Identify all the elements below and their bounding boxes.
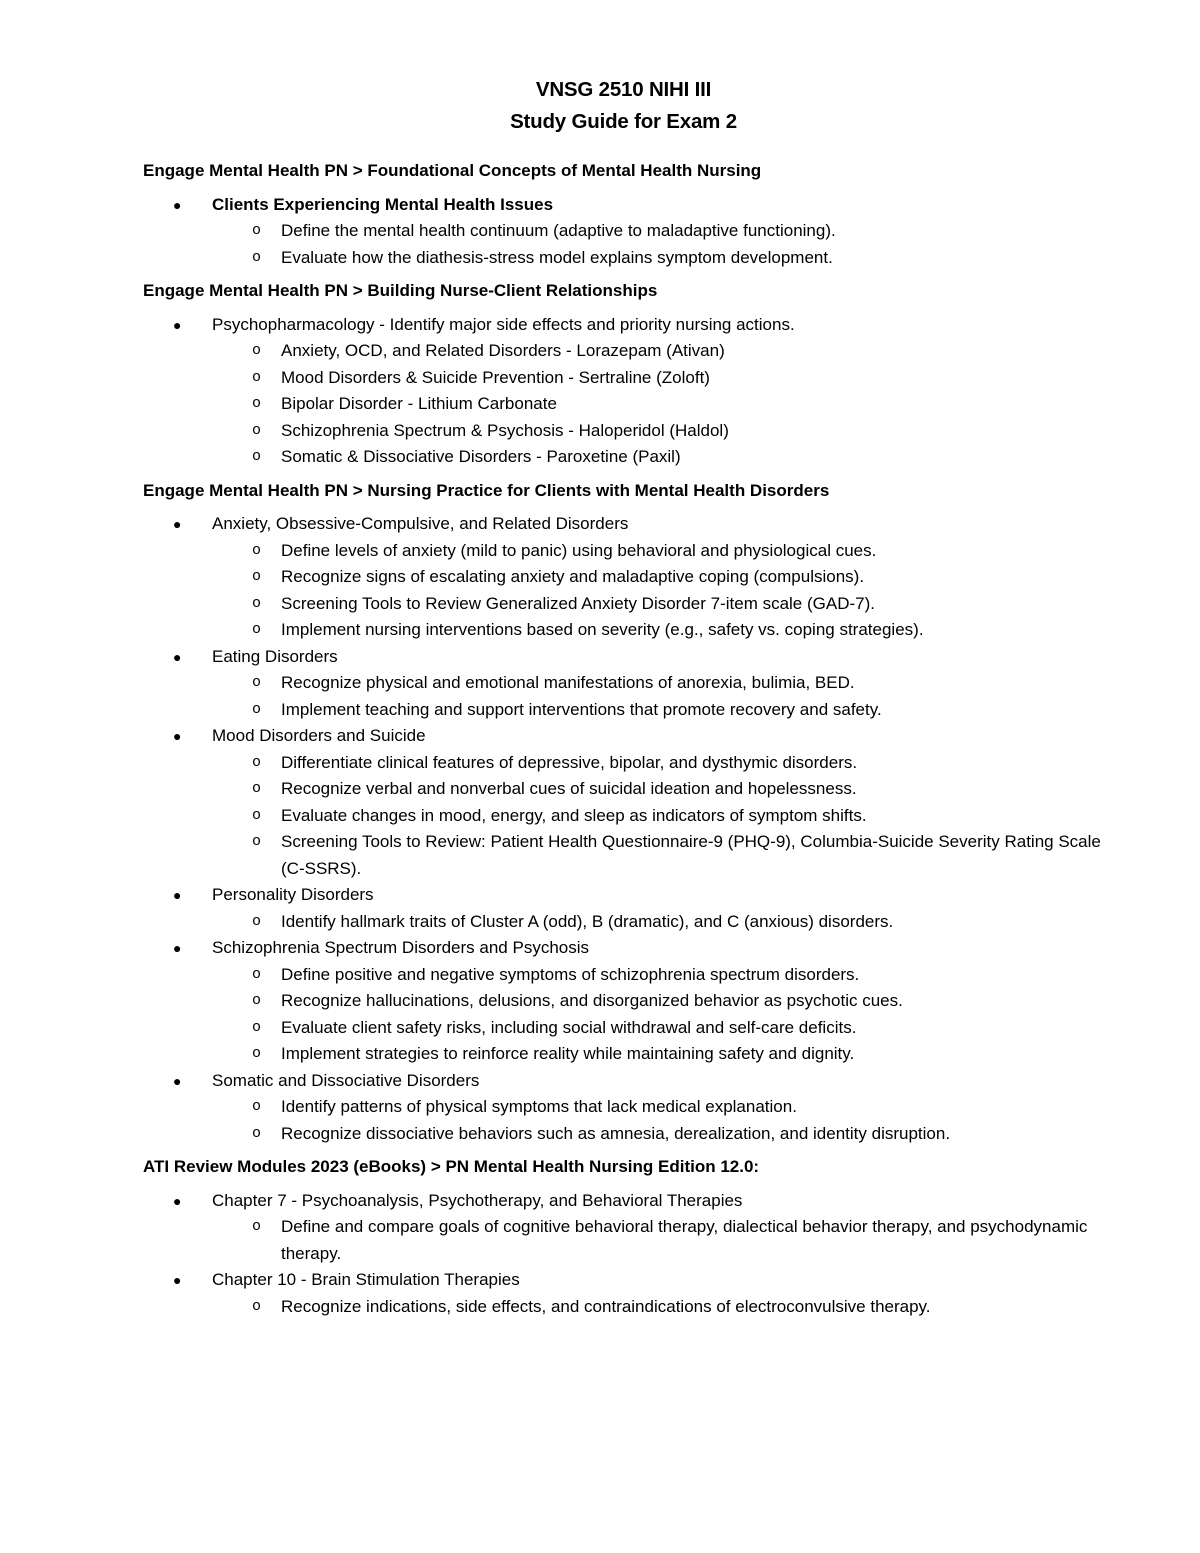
subtopic-item: [212, 829, 1104, 882]
subtopic-text: Screening Tools to Review: Patient Health Questionnaire-9 (PHQ-9), Columbia-Suicide Severity Rating Scale (C-SSRS).: [281, 832, 1101, 878]
subtopic-item: [212, 444, 1104, 471]
subtopic-text: Evaluate client safety risks, including social withdrawal and self-care deficits.: [281, 1017, 857, 1037]
topic-label: Schizophrenia Spectrum Disorders and Psychosis: [212, 938, 590, 957]
page-title: Study Guide for Exam 2: [510, 110, 737, 133]
subtopic-text: Recognize physical and emotional manifestations of anorexia, bulimia, BED.: [281, 673, 855, 692]
subtopic-text: Anxiety, OCD, and Related Disorders - Lorazepam (Ativan): [281, 341, 725, 360]
bullet-icon: ●: [173, 1272, 182, 1288]
topic-label: Clients Experiencing Mental Health Issues: [212, 194, 554, 214]
bullet-icon: ●: [173, 887, 182, 903]
subtopic-item: [212, 245, 1104, 272]
topic-list: [143, 312, 1104, 471]
hollow-bullet-icon: o: [252, 700, 262, 718]
subtopic-text: Evaluate changes in mood, energy, and sleep as indicators of symptom shifts.: [281, 805, 867, 825]
subtopic-item: [212, 564, 1104, 591]
section-heading: Engage Mental Health PN > Building Nurse-Client Relationships: [143, 281, 658, 300]
section-heading: ATI Review Modules 2023 (eBooks) > PN Mental Health Nursing Edition 12.0:: [143, 1157, 760, 1176]
subtopic-item: [212, 697, 1104, 724]
hollow-bullet-icon: o: [252, 248, 262, 266]
topic-list: [143, 511, 1104, 1147]
subtopic-text: Define positive and negative symptoms of schizophrenia spectrum disorders.: [281, 964, 860, 984]
subtopic-text: Somatic & Dissociative Disorders - Paroxetine (Paxil): [281, 447, 681, 466]
subtopic-item: [212, 1294, 1104, 1321]
subtopic-text: Recognize signs of escalating anxiety and maladaptive coping (compulsions).: [281, 567, 865, 586]
subtopic-text: Recognize verbal and nonverbal cues of suicidal ideation and hopelessness.: [281, 779, 857, 798]
topic-label: Anxiety, Obsessive-Compulsive, and Related Disorders: [212, 514, 629, 533]
study-guide-body: [143, 158, 1104, 1320]
hollow-bullet-icon: o: [252, 421, 262, 439]
hollow-bullet-icon: o: [252, 806, 262, 824]
hollow-bullet-icon: o: [252, 833, 262, 850]
subtopic-list: [212, 909, 1104, 936]
bullet-icon: ●: [173, 516, 182, 532]
subtopic-item: [212, 1121, 1104, 1148]
subtopic-text: Differentiate clinical features of depressive, bipolar, and dysthymic disorders.: [281, 752, 858, 772]
hollow-bullet-icon: o: [252, 621, 262, 638]
subtopic-list: [212, 338, 1104, 471]
subtopic-text: Define the mental health continuum (adaptive to maladaptive functioning).: [281, 221, 836, 240]
course-title: VNSG 2510 NIHI III: [535, 78, 712, 101]
section-heading: Engage Mental Health PN > Nursing Practice for Clients with Mental Health Disorders: [143, 480, 830, 500]
hollow-bullet-icon: o: [252, 368, 262, 386]
subtopic-item: [212, 391, 1104, 418]
subtopic-text: Define levels of anxiety (mild to panic) using behavioral and physiological cues.: [281, 540, 877, 560]
subtopic-item: [212, 803, 1104, 830]
topic-label: Somatic and Dissociative Disorders: [212, 1070, 480, 1090]
subtopic-list: [212, 1214, 1104, 1267]
topic-list: [143, 192, 1104, 272]
subtopic-item: [212, 365, 1104, 392]
subtopic-item: [212, 1214, 1104, 1267]
subtopic-list: [212, 218, 1104, 271]
topic-item: [143, 882, 1104, 935]
topic-label: Mood Disorders and Suicide: [212, 726, 426, 745]
subtopic-item: [212, 670, 1104, 697]
topic-item: [143, 935, 1104, 1068]
subtopic-text: Implement nursing interventions based on severity (e.g., safety vs. coping strategies).: [281, 620, 924, 639]
subtopic-item: [212, 617, 1104, 644]
subtopic-item: [212, 909, 1104, 936]
subtopic-text: Mood Disorders & Suicide Prevention - Sertraline (Zoloft): [281, 367, 710, 387]
subtopic-item: [212, 1094, 1104, 1121]
topic-item: [143, 644, 1104, 724]
hollow-bullet-icon: o: [252, 568, 262, 585]
subtopic-list: [212, 1294, 1104, 1321]
subtopic-text: Screening Tools to Review Generalized Anxiety Disorder 7-item scale (GAD-7).: [281, 593, 875, 613]
subtopic-text: Schizophrenia Spectrum & Psychosis - Haloperidol (Haldol): [281, 420, 729, 440]
topic-item: [143, 1188, 1104, 1268]
hollow-bullet-icon: o: [252, 965, 262, 983]
subtopic-list: [212, 962, 1104, 1068]
subtopic-text: Evaluate how the diathesis-stress model explains symptom development.: [281, 247, 833, 267]
hollow-bullet-icon: o: [252, 780, 262, 797]
subtopic-item: [212, 418, 1104, 445]
hollow-bullet-icon: o: [252, 753, 262, 771]
subtopic-text: Implement strategies to reinforce reality while maintaining safety and dignity.: [281, 1044, 855, 1063]
subtopic-text: Recognize dissociative behaviors such as amnesia, derealization, and identity disruption.: [281, 1123, 951, 1143]
topic-item: [143, 192, 1104, 272]
subtopic-item: [212, 962, 1104, 989]
hollow-bullet-icon: o: [252, 1045, 262, 1062]
subtopic-text: Bipolar Disorder - Lithium Carbonate: [281, 394, 557, 413]
hollow-bullet-icon: o: [252, 395, 262, 412]
bullet-icon: ●: [173, 728, 182, 744]
subtopic-item: [212, 988, 1104, 1015]
subtopic-list: [212, 670, 1104, 723]
subtopic-text: Recognize hallucinations, delusions, and disorganized behavior as psychotic cues.: [281, 991, 903, 1010]
subtopic-list: [212, 750, 1104, 883]
hollow-bullet-icon: o: [252, 912, 262, 930]
subtopic-list: [212, 538, 1104, 644]
bullet-icon: ●: [173, 316, 182, 333]
bullet-icon: ●: [173, 940, 182, 956]
section-heading: Engage Mental Health PN > Foundational Concepts of Mental Health Nursing: [143, 161, 762, 180]
hollow-bullet-icon: o: [252, 992, 262, 1009]
bullet-icon: ●: [173, 1192, 182, 1209]
hollow-bullet-icon: o: [252, 594, 262, 612]
topic-item: [143, 312, 1104, 471]
subtopic-item: [212, 338, 1104, 365]
hollow-bullet-icon: o: [252, 222, 262, 239]
subtopic-item: [212, 776, 1104, 803]
hollow-bullet-icon: o: [252, 674, 262, 691]
topic-label: Personality Disorders: [212, 885, 374, 904]
topic-list: [143, 1188, 1104, 1321]
subtopic-text: Implement teaching and support interventions that promote recovery and safety.: [281, 699, 882, 719]
topic-item: [143, 511, 1104, 644]
subtopic-text: Recognize indications, side effects, and contraindications of electroconvulsive therapy.: [281, 1296, 931, 1316]
subtopic-item: [212, 1041, 1104, 1068]
hollow-bullet-icon: o: [252, 342, 262, 359]
hollow-bullet-icon: o: [252, 1218, 262, 1235]
subtopic-text: Identify hallmark traits of Cluster A (odd), B (dramatic), and C (anxious) disorders.: [281, 911, 894, 931]
bullet-icon: ●: [173, 196, 182, 213]
hollow-bullet-icon: o: [252, 1297, 262, 1315]
hollow-bullet-icon: o: [252, 448, 262, 465]
topic-label: Psychopharmacology - Identify major side effects and priority nursing actions.: [212, 314, 795, 334]
topic-item: [143, 1068, 1104, 1148]
subtopic-text: Identify patterns of physical symptoms that lack medical explanation.: [281, 1097, 797, 1116]
topic-label: Eating Disorders: [212, 646, 338, 666]
hollow-bullet-icon: o: [252, 541, 262, 559]
subtopic-item: [212, 538, 1104, 565]
subtopic-list: [212, 1094, 1104, 1147]
subtopic-item: [212, 591, 1104, 618]
subtopic-item: [212, 750, 1104, 777]
subtopic-text: Define and compare goals of cognitive behavioral therapy, dialectical behavior therapy, and psychodynamic therapy.: [281, 1217, 1088, 1263]
topic-item: [143, 723, 1104, 882]
topic-label: Chapter 7 - Psychoanalysis, Psychotherapy, and Behavioral Therapies: [212, 1190, 743, 1210]
subtopic-item: [212, 218, 1104, 245]
hollow-bullet-icon: o: [252, 1018, 262, 1036]
bullet-icon: ●: [173, 648, 182, 665]
hollow-bullet-icon: o: [252, 1124, 262, 1142]
subtopic-item: [212, 1015, 1104, 1042]
topic-label: Chapter 10 - Brain Stimulation Therapies: [212, 1270, 520, 1289]
hollow-bullet-icon: o: [252, 1098, 262, 1115]
topic-item: [143, 1267, 1104, 1320]
bullet-icon: ●: [173, 1072, 182, 1089]
